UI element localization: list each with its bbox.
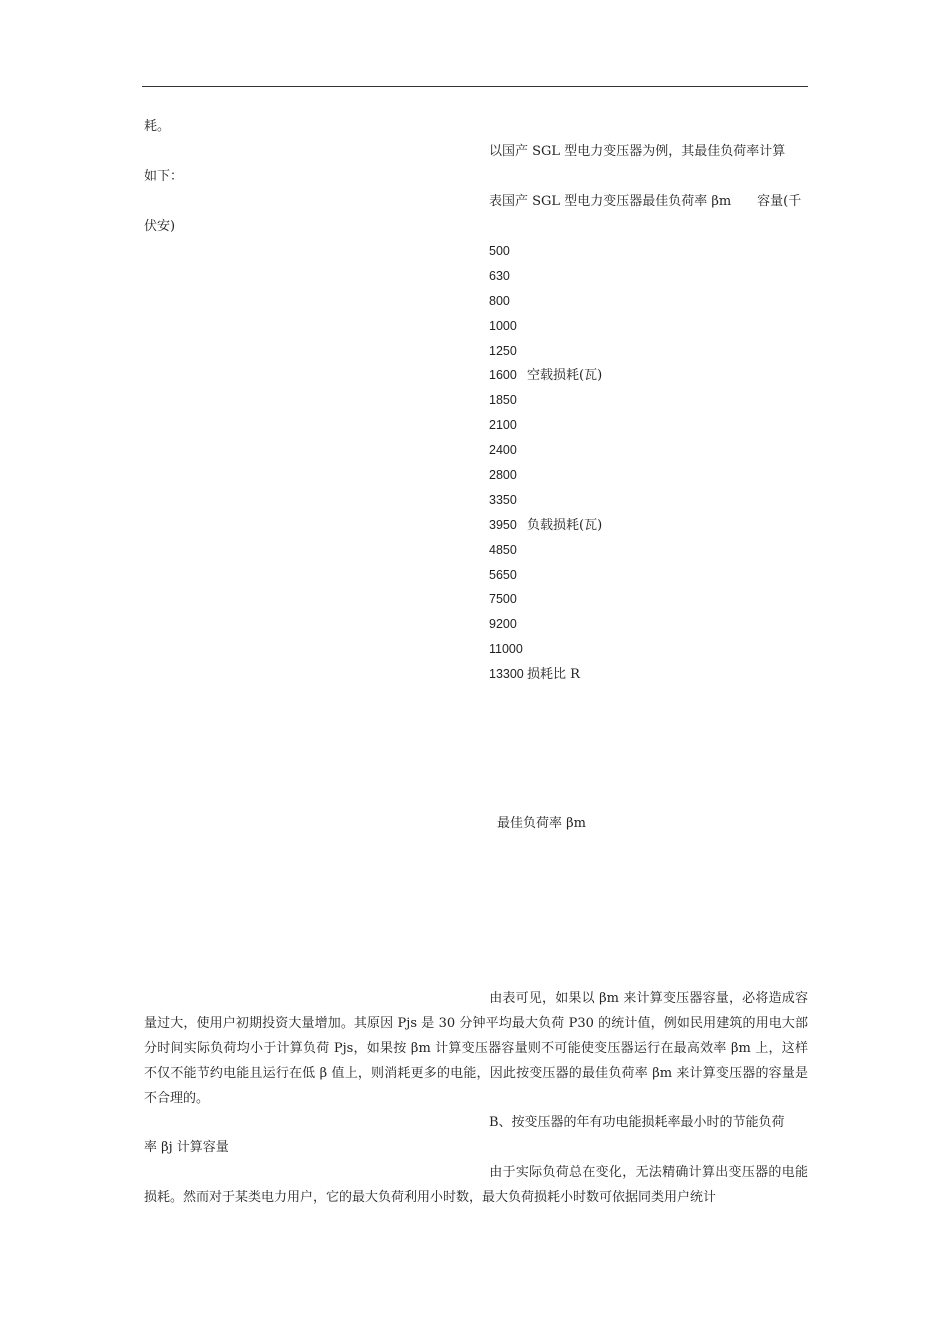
table-row	[489, 517, 809, 542]
capacity-value: 3950	[489, 517, 517, 532]
capacity-value: 500	[489, 244, 510, 258]
intro-line-2: 以国产 SGL 型电力变压器为例，其最佳负荷率计算	[489, 144, 786, 159]
table-caption: 最佳负荷率 βm	[497, 816, 586, 831]
capacity-value: 3350	[489, 492, 517, 507]
capacity-value: 1250	[489, 343, 517, 358]
row-label: 空载损耗(瓦)	[527, 368, 603, 384]
table-row	[489, 417, 809, 442]
table-title-cont: 伏安)	[144, 219, 176, 234]
table-row	[489, 318, 809, 343]
paragraph-2-text: 由于实际负荷总在变化，无法精确计算出变压器的电能损耗。然而对于某类电力用户，它的最大负荷利用小时数，最大负荷损耗小时数可依据同类用户统计	[144, 1165, 808, 1205]
table-row	[489, 367, 809, 392]
section-heading-b: B、按变压器的年有功电能损耗率最小时的节能负荷	[489, 1115, 785, 1130]
table-title: 表国产 SGL 型电力变压器最佳负荷率 βm 容量(千	[489, 194, 802, 209]
table-row	[489, 666, 809, 691]
capacity-table	[489, 243, 809, 691]
capacity-value: 1850	[489, 393, 517, 408]
paragraph-1	[144, 986, 808, 1111]
table-row	[489, 343, 809, 368]
capacity-value: 13300	[489, 667, 524, 682]
capacity-value: 11000	[489, 642, 523, 657]
table-row	[489, 293, 809, 318]
table-row	[489, 268, 809, 293]
table-row	[489, 567, 809, 592]
table-row	[489, 442, 809, 467]
table-row	[489, 591, 809, 616]
paragraph-1-text: 由表可见，如果以 βm 来计算变压器容量，必将造成容量过大，使用户初期投资大量增加。其原因 Pjs 是 30 分钟平均最大负荷 P30 的统计值，例如民用建筑的用电大部分时间实际负荷均小于计算负荷 Pjs，如果按 βm 计算变压器容量则不可能使变压器运行在最高效率 βm 上，这样不仅不能节约电能且运行在低 β 值上，则消耗更多的电能，因此按变压器的最佳负荷率 βm 来计算变压器的容量是不合理的。	[144, 991, 808, 1106]
capacity-value: 630	[489, 268, 510, 283]
row-label: 负载损耗(瓦)	[527, 517, 603, 533]
capacity-value: 7500	[489, 592, 517, 607]
table-row	[489, 467, 809, 492]
row-label: 损耗比 R	[527, 667, 580, 683]
intro-line-1: 耗。	[144, 119, 171, 134]
intro-line-3: 如下：	[144, 169, 184, 184]
table-row	[489, 616, 809, 641]
table-row	[489, 492, 809, 517]
capacity-value: 2800	[489, 468, 517, 483]
table-row	[489, 243, 809, 268]
capacity-value: 1000	[489, 318, 517, 333]
capacity-value: 2100	[489, 418, 517, 433]
capacity-value: 800	[489, 293, 510, 308]
capacity-value: 9200	[489, 617, 517, 632]
section-heading-b-cont: 率 βj 计算容量	[144, 1140, 229, 1155]
capacity-value: 2400	[489, 443, 517, 458]
header-rule	[142, 86, 808, 87]
table-row	[489, 641, 809, 666]
table-row	[489, 392, 809, 417]
paragraph-2	[144, 1160, 808, 1210]
table-row	[489, 542, 809, 567]
capacity-value: 1600	[489, 368, 517, 383]
capacity-value: 5650	[489, 567, 517, 582]
capacity-value: 4850	[489, 542, 517, 557]
